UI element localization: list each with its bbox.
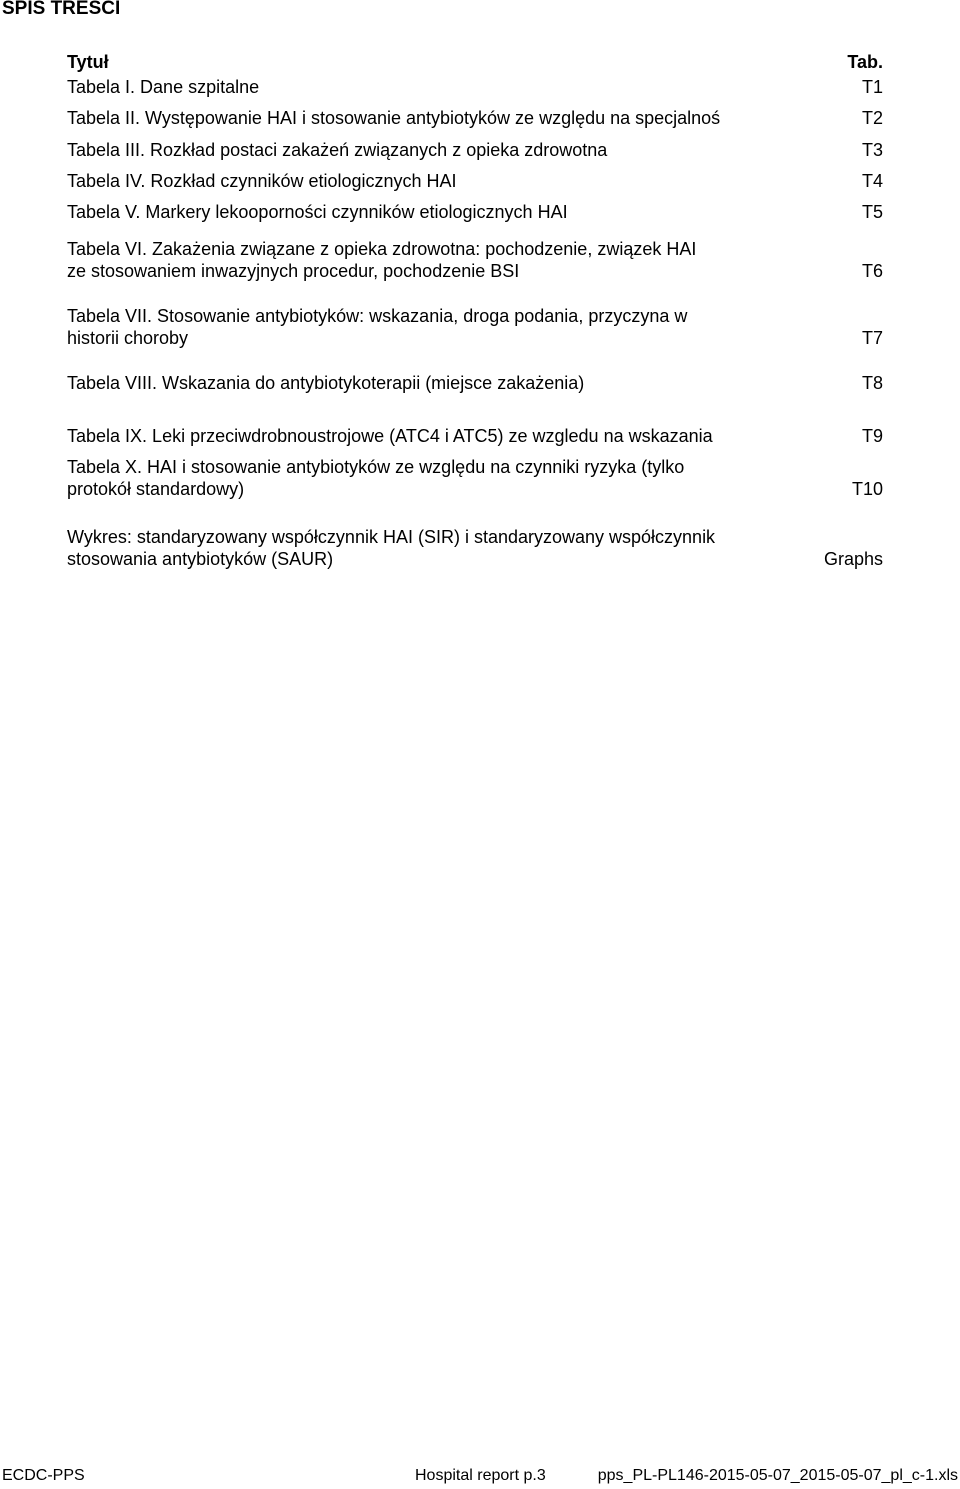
toc-entry-ref[interactable]: T1	[861, 77, 883, 97]
toc-entry-ref[interactable]: T5	[861, 202, 883, 222]
toc-entry-label: Tabela VIII. Wskazania do antybiotykoterapii (miejsce zakażenia)	[67, 373, 585, 393]
toc-entry-label: Tabela V. Markery lekooporności czynników etiologicznych HAI	[67, 202, 568, 222]
toc-entry-label: Wykres: standaryzowany współczynnik HAI (SIR) i standaryzowany współczynnik stosowania antybiotyków (SAUR)	[67, 527, 716, 569]
toc-entry-ref[interactable]: T6	[861, 261, 883, 281]
toc-entry-ref[interactable]: T10	[851, 479, 883, 499]
toc-entry-ref[interactable]: T2	[861, 108, 883, 128]
toc-entry-label: Tabela I. Dane szpitalne	[67, 77, 260, 97]
toc-entry-ref[interactable]: Graphs	[823, 549, 883, 569]
toc-entry-label: Tabela IX. Leki przeciwdrobnoustrojowe (ATC4 i ATC5) ze wzgledu na wskazania	[67, 426, 713, 446]
title-column-header: Tytuł	[67, 52, 109, 72]
toc-entry-label: Tabela VI. Zakażenia związane z opieka zdrowotna: pochodzenie, związek HAI ze stosowaniem inwazyjnych procedur, pochodzenie BSI	[67, 239, 697, 281]
toc-entry-ref[interactable]: T9	[861, 426, 883, 446]
toc-entry-label: Tabela IV. Rozkład czynników etiologicznych HAI	[67, 171, 457, 191]
page-title: SPIS TRESCI	[2, 0, 121, 19]
toc-entry-ref[interactable]: T7	[861, 328, 883, 348]
toc-entry-label: Tabela X. HAI i stosowanie antybiotyków ze względu na czynniki ryzyka (tylko protokół standardowy)	[67, 457, 685, 499]
toc-entry-label: Tabela VII. Stosowanie antybiotyków: wskazania, droga podania, przyczyna w historii choroby	[67, 306, 688, 348]
footer-right: pps_PL-PL146-2015-05-07_2015-05-07_pl_c-1.xls	[597, 1467, 958, 1484]
footer-left: ECDC-PPS	[2, 1467, 85, 1484]
toc-entry-ref[interactable]: T8	[861, 373, 883, 393]
toc-entry-ref[interactable]: T4	[861, 171, 883, 191]
ref-column-header: Tab.	[847, 52, 883, 72]
toc-entry-label: Tabela III. Rozkład postaci zakażeń związanych z opieka zdrowotna	[67, 140, 608, 160]
toc-entry-label: Tabela II. Występowanie HAI i stosowanie antybiotyków ze względu na specjalnoś	[67, 108, 721, 128]
footer-center: Hospital report p.3	[415, 1467, 546, 1484]
toc-entry-ref[interactable]: T3	[861, 140, 883, 160]
